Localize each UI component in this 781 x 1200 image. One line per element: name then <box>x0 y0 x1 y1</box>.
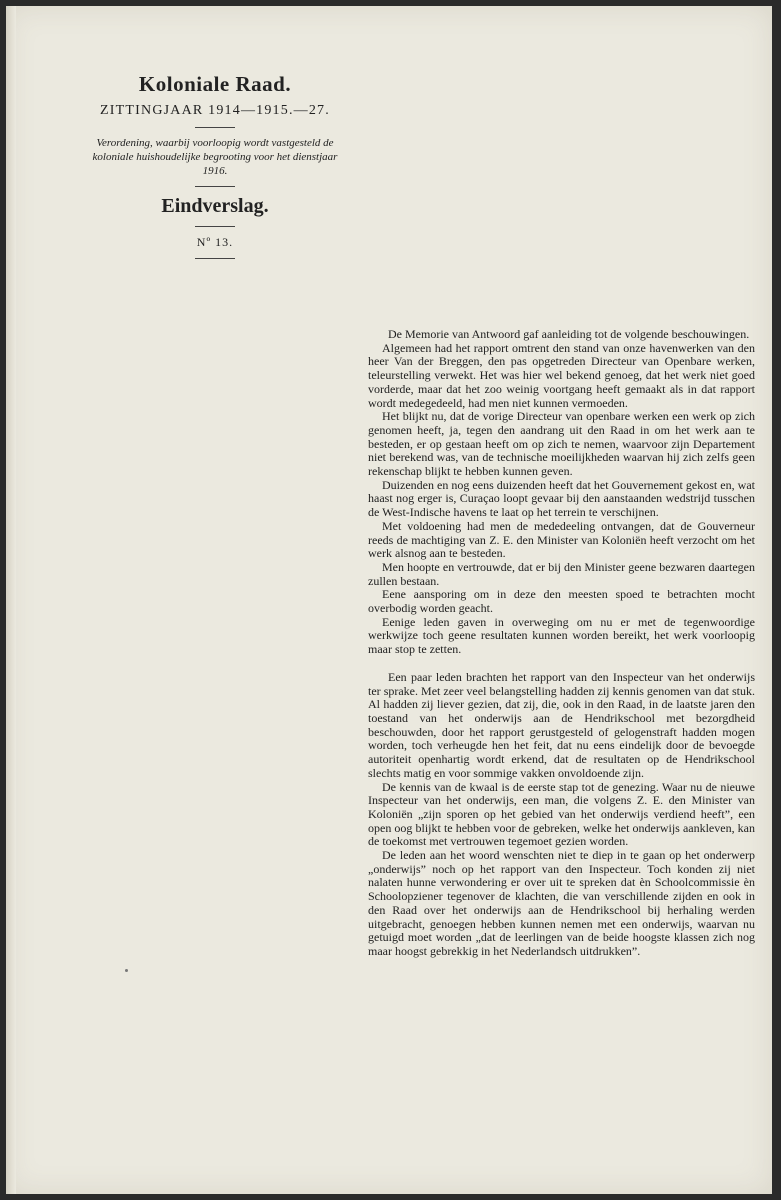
page-binding-edge <box>6 6 16 1194</box>
paragraph: Algemeen had het rapport omtrent den stand van onze havenwerken van den heer Van der Breggen, den pas opgetreden Directeur van Openbare werken, teleurstelling verwekt. Het was hier wel bekend genoeg, dat het werk niet goed vorderde, maar dat het zoo weinig voortgang heeft gemaakt als in dat rapport wordt medegedeeld, had men niet kunnen vermoeden. <box>368 340 755 410</box>
ordinance-description: Verordening, waarbij voorloopig wordt vastgesteld de koloniale huishoudelijke begrooting voor het dienstjaar 1916. <box>92 137 338 177</box>
paragraph: De leden aan het woord wenschten niet te diep in te gaan op het onderwerp „onderwijs” noch op het rapport van den Inspecteur. Toch konden zij niet nalaten hunne verwondering er over uit te spreken dat èn Schoolcommissie èn Schoolopziener tegenover de klachten, die van verschillende zijden en ook in den Raad over het onderwijs aan de Hendrikschool bij herhaling werden uitgebracht, genoegen hebben kunnen nemen met een onderwijs, waarvan nu getuigd moet worden „dat de leerlingen van de beide hoogste klassen zich nog maar hoogst gebrekkig in het Nederlandsch uitdrukken”. <box>368 848 755 958</box>
paragraph: Met voldoening had men de mededeeling ontvangen, dat de Gouverneur reeds de machtiging van Z. E. den Minister van Koloniën heeft verzocht om het werk alsnog aan te besteden. <box>368 518 755 561</box>
report-title: Eindverslag. <box>161 195 269 217</box>
paragraph: Eene aansporing om in deze den meesten spoed te betrachten mocht overbodig worden geacht. <box>368 587 755 616</box>
session-year: ZITTINGJAAR 1914—1915.—27. <box>100 103 330 118</box>
section-gap <box>368 657 755 671</box>
header-divider <box>195 127 235 128</box>
council-title: Koloniale Raad. <box>138 72 292 96</box>
report-body <box>368 328 755 959</box>
paragraph: Een paar leden brachten het rapport van den Inspecteur van het onderwijs ter sprake. Met zeer veel belangstelling hadden zij kennis genomen van dat stuk. Al hadden zij liever gezien, dat zij, die, ook in den Raad, in de laatste jaren den toestand van het onderwijs aan de Hendrikschool met bezorgdheid beschouwden, door het rapport gerustgesteld of gelogenstraft hadden mogen worden, toch verheugde hen het feit, dat nu eens eindelijk door de bevoegde autoriteit openhartig wordt erkend, dat de resultaten op de Hendrikschool slechts matig en voor sommige vakken onvoldoende zijn. <box>368 669 755 780</box>
header-divider <box>195 186 235 187</box>
report-number: Nº 13. <box>196 235 234 249</box>
paragraph: De Memorie van Antwoord gaf aanleiding tot de volgende beschouwingen. <box>388 327 750 341</box>
paragraph: De kennis van de kwaal is de eerste stap tot de genezing. Waar nu de nieuwe Inspecteur van het onderwijs, een man, die volgens Z. E. den Minister van Koloniën „zijn sporen op het gebied van het onderwijs verdiend heeft”, een open oog blijkt te hebben voor de gebreken, welke het onderwijs aankleven, kan de toekomst met vertrouwen tegemoet gezien worden. <box>368 779 755 849</box>
document-header <box>70 72 360 267</box>
paragraph: Men hoopte en vertrouwde, dat er bij den Minister geene bezwaren daartegen zullen bestaan. <box>368 559 755 588</box>
page-speck <box>125 969 128 972</box>
header-divider <box>195 226 235 227</box>
paragraph: Eenige leden gaven in overweging om nu er met de tegenwoordige werkwijze toch geene resultaten kunnen worden bereikt, het werk voorloopig maar stop te zetten. <box>368 614 755 657</box>
header-divider <box>195 258 235 259</box>
paragraph: Het blijkt nu, dat de vorige Directeur van openbare werken een werk op zich genomen heeft, ja, tegen den aandrang uit den Raad in om het werk aan te besteden, er op gestaan heeft om op zich te nemen, waarvoor zijn Departement niet berekend was, van de technische moeilijkheden waarvan hij zich zelfs geen rekenschap blijkt te hebben kunnen geven. <box>368 409 755 479</box>
paragraph: Duizenden en nog eens duizenden heeft dat het Gouvernement gekost en, wat haast nog erger is, Curaçao loopt gevaar bij den aanstaanden wedstrijd tusschen de West-Indische havens te laat op het terrein te verschijnen. <box>368 477 755 520</box>
